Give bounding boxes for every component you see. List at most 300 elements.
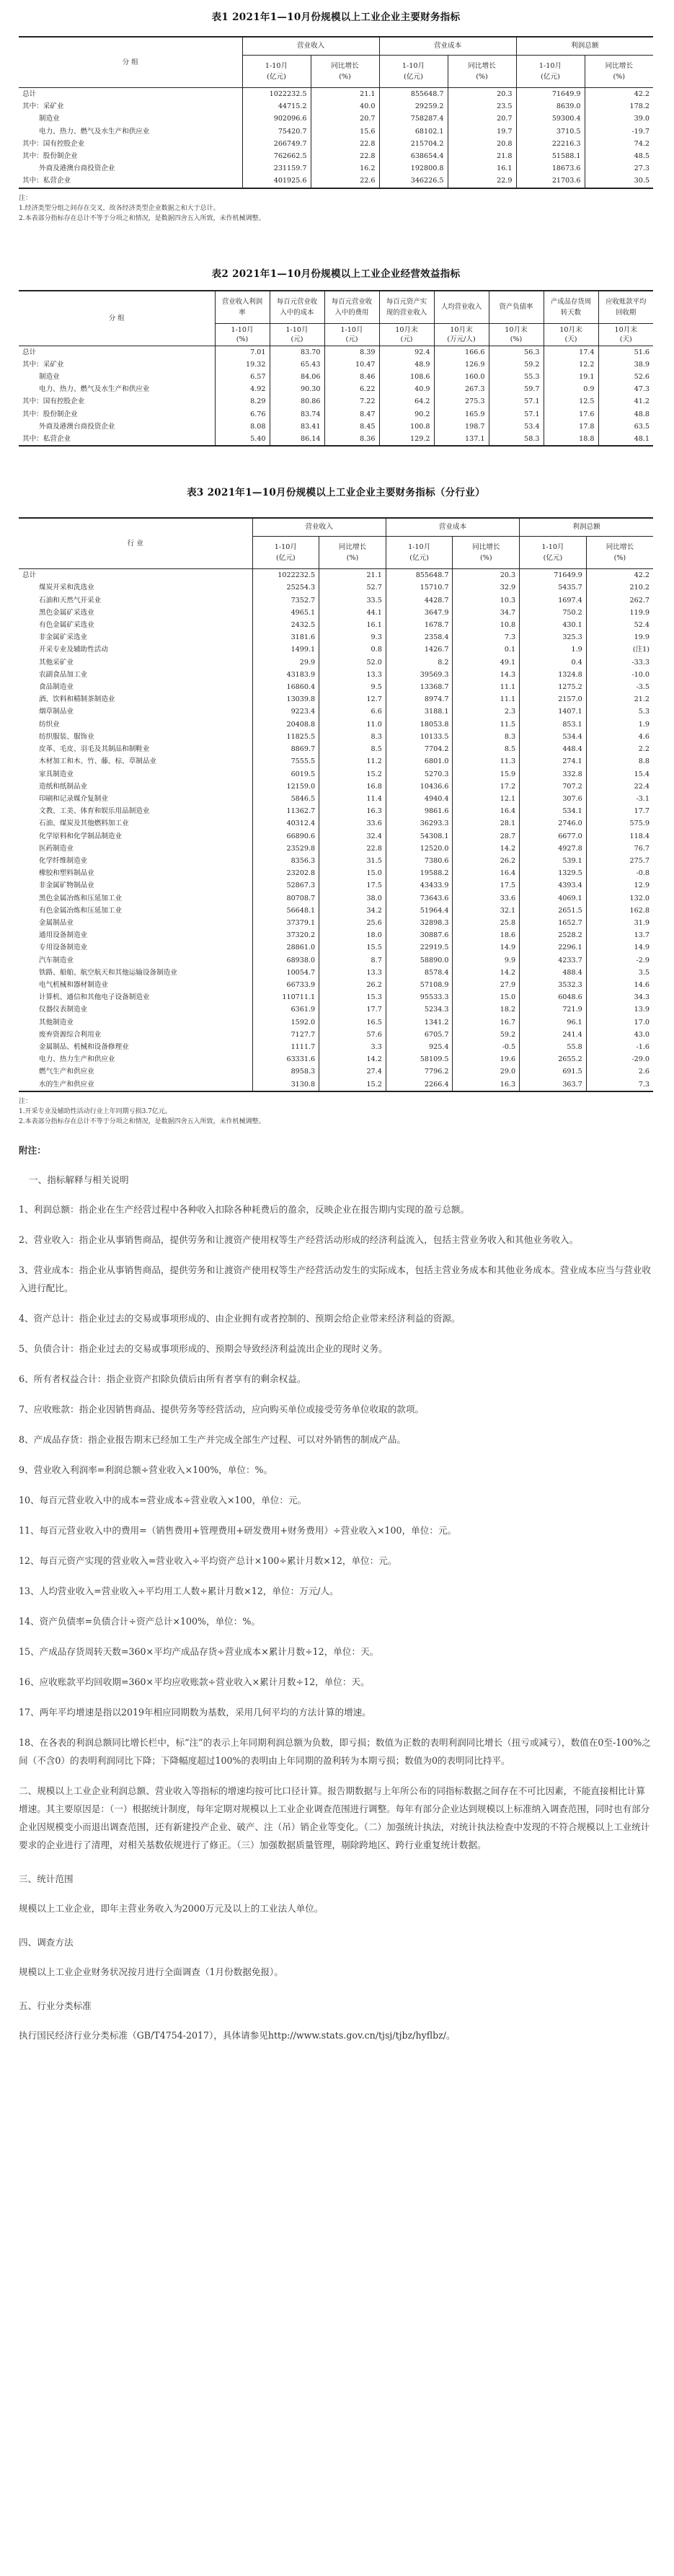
table3-cell: 13.9 xyxy=(586,1003,653,1016)
table2-unit-header: 1-10月 (元) xyxy=(270,323,324,346)
table3-cell: 32.4 xyxy=(319,830,386,843)
table3-row xyxy=(19,817,653,830)
table1-cell: 42.2 xyxy=(585,88,653,101)
table2-cell: 12.5 xyxy=(544,395,598,408)
table2-cell: 6.57 xyxy=(215,371,270,383)
table3-cell: 448.4 xyxy=(520,743,587,755)
table3-cell: 39569.3 xyxy=(386,669,453,681)
table3-row-label: 黑色金属冶炼和压延加工业 xyxy=(39,894,123,902)
table3-cell: 10436.6 xyxy=(386,781,453,793)
table1-cell: 51588.1 xyxy=(516,150,585,162)
table3-cell: 33.5 xyxy=(319,594,386,607)
table3-row-label: 电气机械和器材制造业 xyxy=(39,980,108,989)
table2-cell: 4.92 xyxy=(215,383,270,395)
appendix-paragraph: 12、每百元资产实现的营业收入=营业收入÷平均资产总计×100÷累计月数×12，单位：元。 xyxy=(19,1555,397,1566)
table3-cell: 2.2 xyxy=(586,743,653,755)
table2-cell: 18.8 xyxy=(544,433,598,446)
table3-cell: 17.7 xyxy=(586,805,653,817)
table3-cell: 9861.6 xyxy=(386,805,453,817)
table3-cell: 4.6 xyxy=(586,731,653,743)
table3-cell: 9.5 xyxy=(319,681,386,693)
table2-row-label: 其中：股份制企业 xyxy=(22,410,78,418)
table3-cell: 16.8 xyxy=(319,781,386,793)
table1-cell: 1022232.5 xyxy=(242,88,311,101)
table3-cell: 17.0 xyxy=(586,1016,653,1029)
table3-cell: 44.1 xyxy=(319,607,386,619)
table3-cell: 11.1 xyxy=(453,693,520,705)
table1-cell: 40.0 xyxy=(311,100,379,113)
table3-row-label: 有色金属矿采选业 xyxy=(39,621,94,630)
table3-row-label: 酒、饮料和精制茶制造业 xyxy=(39,695,115,704)
table1-cell: 44715.2 xyxy=(242,100,311,113)
table1-cell: 20.7 xyxy=(311,113,379,125)
table3-cell: 1678.7 xyxy=(386,619,453,631)
table1-row xyxy=(19,113,653,125)
table3-cell: 5846.5 xyxy=(252,793,319,805)
table3-cell: 118.4 xyxy=(586,830,653,843)
table3-cell: 8869.7 xyxy=(252,743,319,755)
table3-cell: 5270.3 xyxy=(386,768,453,781)
table3-cell: 925.4 xyxy=(386,1041,453,1053)
table3-row xyxy=(19,581,653,594)
table2-cell: 165.9 xyxy=(434,408,489,421)
table1-cell: 20.8 xyxy=(448,138,516,150)
table3-cell: 430.1 xyxy=(520,619,587,631)
table3-row xyxy=(19,643,653,656)
table3-cell: 8.7 xyxy=(319,954,386,967)
table2-cell: 160.0 xyxy=(434,371,489,383)
table3-cell: 3.3 xyxy=(319,1041,386,1053)
table2-cell: 17.8 xyxy=(544,421,598,433)
table3-cell: 110711.1 xyxy=(252,991,319,1003)
table3-cell: 11.3 xyxy=(453,755,520,768)
table3-cell: 30887.6 xyxy=(386,929,453,941)
table3-row-label: 纺织服装、服饰业 xyxy=(39,732,94,741)
table3-cell: 52867.3 xyxy=(252,879,319,892)
table3-cell: 10.8 xyxy=(453,619,520,631)
table3-cell: 14.2 xyxy=(453,967,520,979)
table3-cell: 8578.4 xyxy=(386,967,453,979)
table2-cell: 8.39 xyxy=(324,346,379,359)
table2-cell: 80.86 xyxy=(270,395,324,408)
table3-row-label: 印刷和记录媒介复制业 xyxy=(39,794,108,803)
table3-cell: 19.6 xyxy=(453,1053,520,1065)
table1-cell: 20.3 xyxy=(448,88,516,101)
table2-cell: 19.32 xyxy=(215,359,270,371)
table2-cell: 17.4 xyxy=(544,346,598,359)
table3-cell: 721.9 xyxy=(520,1003,587,1016)
table3-cell: 8.8 xyxy=(586,755,653,768)
table2-unit-header: 10月末 (元) xyxy=(379,323,434,346)
table1-subheader: 1-10月 (亿元) xyxy=(379,56,448,88)
table3-cell: 9.3 xyxy=(319,631,386,643)
table1-cell: 902096.6 xyxy=(242,113,311,125)
table2-cell: 63.5 xyxy=(598,421,653,433)
table3-row-label: 废弃资源综合利用业 xyxy=(39,1030,102,1039)
table2-cell: 57.1 xyxy=(489,395,544,408)
appendix-paragraph: 规模以上工业企业财务状况按月进行全面调查（1月份数据免报）。 xyxy=(19,1966,283,1977)
appendix-paragraph: 二、规模以上工业企业利润总额、营业收入等指标的增速均按可比口径计算。报告期数据与上年所公布的同指标数据之间存在不可比因素，不能直接相比计算增速。其主要原因是：（一）根据统计制度，每年定期对规模以上工业企业调查范围进行调整。每年有部分企业达到规模以上标准纳入调查范围，同时也有部分企业因规模变小而退出调查范围，还有新建投产企业、破产、注（吊）销企业等变化。（二）加强统计执法，对统计执法检查中发现的不符合规模以上工业统计要求的企业进行了清理，对相关基数依规进行了修正。（三）加强数据质量管理，剔除跨地区、跨行业重复统计数据。 xyxy=(19,1785,650,1850)
table3-cell: 22.4 xyxy=(586,781,653,793)
table2-cell: 57.1 xyxy=(489,408,544,421)
table3-cell: 36293.3 xyxy=(386,817,453,830)
table3-cell: 43433.9 xyxy=(386,879,453,892)
table3-cell: 11825.5 xyxy=(252,731,319,743)
appendix-paragraph: 17、两年平均增速是指以2019年相应同期数为基数，采用几何平均的方法计算的增速。 xyxy=(19,1706,371,1718)
table3-cell: 17.7 xyxy=(319,1003,386,1016)
table2-cell: 8.46 xyxy=(324,371,379,383)
appendix-paragraph: 2、营业收入：指企业从事销售商品，提供劳务和让渡资产使用权等生产经营活动形成的经济利益流入，包括主营业务收入和其他业务收入。 xyxy=(19,1234,579,1245)
table3-row-label: 农副食品加工业 xyxy=(39,670,88,679)
table3-cell: 17.5 xyxy=(453,879,520,892)
table3-cell: 80708.7 xyxy=(252,892,319,905)
table2-cell: 47.3 xyxy=(598,383,653,395)
table3-cell: 13.3 xyxy=(319,669,386,681)
table3-cell: 2.6 xyxy=(586,1065,653,1078)
table3-cell: 27.9 xyxy=(453,979,520,991)
table1-cell: 192800.8 xyxy=(379,162,448,175)
table3-cell: 16.7 xyxy=(453,1016,520,1029)
table3-cell: 20.3 xyxy=(453,569,520,582)
table1-cell: 401925.6 xyxy=(242,175,311,188)
table2-row xyxy=(19,433,653,446)
table2-row-label: 其中：采矿业 xyxy=(22,360,64,369)
table2-cell: 166.6 xyxy=(434,346,489,359)
table1-notes xyxy=(19,193,653,224)
table1-cell: 29259.2 xyxy=(379,100,448,113)
table3-cell: 0.4 xyxy=(520,656,587,669)
table3-cell: 5435.7 xyxy=(520,581,587,594)
table3-cell: 32.9 xyxy=(453,581,520,594)
table3-row-label: 黑色金属矿采选业 xyxy=(39,608,94,617)
table3-cell: 691.5 xyxy=(520,1065,587,1078)
table3-cell: 8958.3 xyxy=(252,1065,319,1078)
table3-subheader: 1-10月 (亿元) xyxy=(520,537,587,569)
table3-row xyxy=(19,1041,653,1053)
table3-cell: 11362.7 xyxy=(252,805,319,817)
table3-row xyxy=(19,892,653,905)
table1-cell: 27.3 xyxy=(585,162,653,175)
table3-cell: 25254.3 xyxy=(252,581,319,594)
table3-cell: 8.5 xyxy=(319,743,386,755)
table3-cell: 262.7 xyxy=(586,594,653,607)
table3-row-label: 家具制造业 xyxy=(39,770,74,778)
appendix-paragraph: 3、营业成本：指企业从事销售商品，提供劳务和让渡资产使用权等生产经营活动发生的实际成本，包括主营业务成本和其他业务成本。营业成本应当与营业收入进行配比。 xyxy=(19,1264,651,1293)
table1-cell: 18673.6 xyxy=(516,162,585,175)
table1-row-label: 其中：国有控股企业 xyxy=(22,139,85,148)
table2-row-label: 总计 xyxy=(22,348,37,356)
table3-row-label: 专用设备制造业 xyxy=(39,944,88,952)
table3-cell: -0.8 xyxy=(586,867,653,879)
table3-cell: 488.4 xyxy=(520,967,587,979)
table3-cell: 6361.9 xyxy=(252,1003,319,1016)
table3-cell: 71649.9 xyxy=(520,569,587,582)
table3-row-label: 仪器仪表制造业 xyxy=(39,1006,88,1014)
table3-cell: 1499.1 xyxy=(252,643,319,656)
table3-row xyxy=(19,631,653,643)
table1-header-group: 分 组 xyxy=(19,37,242,88)
table3-row-label: 通用设备制造业 xyxy=(39,931,88,940)
table3-cell: 15.0 xyxy=(319,867,386,879)
table3-row xyxy=(19,718,653,731)
table3-row xyxy=(19,768,653,781)
table3-cell: 42.2 xyxy=(586,569,653,582)
table3-row-label: 石油和天然气开采业 xyxy=(39,596,102,605)
table3-cell: 37379.1 xyxy=(252,917,319,929)
table2-cell: 53.4 xyxy=(489,421,544,433)
table3-row xyxy=(19,855,653,867)
table2-header: 资产负债率 xyxy=(489,291,544,324)
table3-cell: 1329.5 xyxy=(520,867,587,879)
table3-row-label: 非金属矿采选业 xyxy=(39,633,88,642)
table3-cell: 1652.7 xyxy=(520,917,587,929)
table3-cell: 2655.2 xyxy=(520,1053,587,1065)
table3-cell: 19588.2 xyxy=(386,867,453,879)
table2-unit-header: 10月末 (天) xyxy=(598,323,653,346)
table3-cell: 73643.6 xyxy=(386,892,453,905)
table3-cell: 10133.5 xyxy=(386,731,453,743)
table1 xyxy=(19,36,653,189)
table3-group-header: 利润总额 xyxy=(520,518,653,537)
table2-header: 营业收入利润率 xyxy=(215,291,270,324)
table3-cell: 43.0 xyxy=(586,1029,653,1041)
table3-cell: 275.7 xyxy=(586,855,653,867)
table2 xyxy=(19,290,653,447)
table1-row-label: 电力、热力、燃气及水生产和供应业 xyxy=(39,127,150,136)
table1-note: 注： xyxy=(19,194,32,202)
table1-row xyxy=(19,175,653,188)
table3-cell: 16.4 xyxy=(453,867,520,879)
table2-row xyxy=(19,371,653,383)
table3-cell: 13.7 xyxy=(586,929,653,941)
table3-cell: 31.5 xyxy=(319,855,386,867)
table1-cell: 21703.6 xyxy=(516,175,585,188)
table1-row xyxy=(19,100,653,113)
table3-cell: 9223.4 xyxy=(252,705,319,718)
table3-row xyxy=(19,1029,653,1041)
table2-cell: 0.9 xyxy=(544,383,598,395)
table2-cell: 8.29 xyxy=(215,395,270,408)
table1-cell: 21.8 xyxy=(448,150,516,162)
table3-cell: 4428.7 xyxy=(386,594,453,607)
table3-subheader: 同比增长 (%) xyxy=(586,537,653,569)
table3-cell: 11.5 xyxy=(453,718,520,731)
table3-cell: 4927.8 xyxy=(520,843,587,855)
table3-cell: 15.2 xyxy=(319,768,386,781)
appendix-paragraph: 1、利润总额：指企业在生产经营过程中各种收入扣除各种耗费后的盈余，反映企业在报告期内实现的盈亏总额。 xyxy=(19,1203,470,1215)
table3-note: 2.本表部分指标存在总计不等于分项之和情况，是数据四舍五入所致，未作机械调整。 xyxy=(19,1117,265,1125)
table3-cell: 5.3 xyxy=(586,705,653,718)
table3-row xyxy=(19,867,653,879)
table2-row-label: 其中：私营企业 xyxy=(19,433,215,446)
table3-cell: 325.3 xyxy=(520,631,587,643)
table3-cell: 11.0 xyxy=(319,718,386,731)
table3-cell: 26.2 xyxy=(319,979,386,991)
appendix-section-title: 五、行业分类标准 xyxy=(19,2000,92,2011)
table3-cell: 7555.5 xyxy=(252,755,319,768)
table1-cell: -19.7 xyxy=(585,126,653,138)
table3-cell: 52.0 xyxy=(319,656,386,669)
table3-row-label: 文教、工美、体育和娱乐用品制造业 xyxy=(39,807,150,816)
table2-header-group: 分 组 xyxy=(19,291,215,346)
table3-row xyxy=(19,941,653,954)
table3-row xyxy=(19,830,653,843)
table3-cell: 7.3 xyxy=(453,631,520,643)
table2-cell: 58.3 xyxy=(489,433,544,446)
table3-cell: 5234.3 xyxy=(386,1003,453,1016)
table3-cell: 162.8 xyxy=(586,905,653,917)
table3-cell: 66890.6 xyxy=(252,830,319,843)
table3-cell: 32.1 xyxy=(453,905,520,917)
table3-cell: 11.2 xyxy=(319,755,386,768)
table3-cell: 43183.9 xyxy=(252,669,319,681)
table1-cell: 855648.7 xyxy=(379,88,448,101)
table3-row-label: 电力、热力生产和供应业 xyxy=(39,1055,115,1064)
table2-cell: 92.4 xyxy=(379,346,434,359)
table3-row-label: 橡胶和塑料制品业 xyxy=(39,869,94,878)
table3-cell: 3181.6 xyxy=(252,631,319,643)
table3-cell: 2651.5 xyxy=(520,905,587,917)
table3-cell: 6048.6 xyxy=(520,991,587,1003)
table1-cell: 39.0 xyxy=(585,113,653,125)
table3-cell: 23529.8 xyxy=(252,843,319,855)
table3-cell: 16.4 xyxy=(453,805,520,817)
table3-cell: 9.9 xyxy=(453,954,520,967)
table3-cell: 4940.4 xyxy=(386,793,453,805)
table3-cell: 8.2 xyxy=(386,656,453,669)
table1-cell: 75420.7 xyxy=(242,126,311,138)
table3-cell: 13.3 xyxy=(319,967,386,979)
table3-cell: 534.4 xyxy=(520,731,587,743)
table3-row-label: 总计 xyxy=(22,571,37,580)
table2-cell: 83.74 xyxy=(270,408,324,421)
table3-cell: 19.9 xyxy=(586,631,653,643)
table1-cell: 22.6 xyxy=(311,175,379,188)
table3-row-label: 有色金属冶炼和压延加工业 xyxy=(39,906,123,915)
table2-cell: 126.9 xyxy=(434,359,489,371)
table2-cell: 55.3 xyxy=(489,371,544,383)
table3-cell: 15.9 xyxy=(453,768,520,781)
table3-row-label: 水的生产和供应业 xyxy=(19,1078,252,1091)
table2-cell: 90.2 xyxy=(379,408,434,421)
table3-cell: 4233.7 xyxy=(520,954,587,967)
table2-row-label: 其中：国有控股企业 xyxy=(22,397,85,406)
table2-row xyxy=(19,346,653,359)
table1-cell: 266749.7 xyxy=(242,138,311,150)
table1-cell: 19.7 xyxy=(448,126,516,138)
table3-cell: 56648.1 xyxy=(252,905,319,917)
table3-cell: 34.3 xyxy=(586,991,653,1003)
table1-subheader: 同比增长 (%) xyxy=(448,56,516,88)
table2-row-label: 电力、热力、燃气及水生产和供应业 xyxy=(39,385,150,394)
table3-cell: 55.8 xyxy=(520,1041,587,1053)
table2-cell: 8.36 xyxy=(324,433,379,446)
table2-row-label: 制造业 xyxy=(39,373,60,382)
table3-group-header: 营业成本 xyxy=(386,518,519,537)
table3-row xyxy=(19,967,653,979)
table3-cell: 3532.3 xyxy=(520,979,587,991)
table3-cell: 14.2 xyxy=(319,1053,386,1065)
table3-cell: 52.4 xyxy=(586,619,653,631)
table3-cell: 22919.5 xyxy=(386,941,453,954)
table3-title: 表3 2021年1—10月份规模以上工业企业主要财务指标（分行业） xyxy=(187,487,485,499)
table3-cell: 25.6 xyxy=(319,917,386,929)
table3-cell: 49.1 xyxy=(453,656,520,669)
table2-cell: 65.43 xyxy=(270,359,324,371)
appendix-title: 附注： xyxy=(19,1144,46,1156)
table2-cell: 38.9 xyxy=(598,359,653,371)
table3-cell: 34.7 xyxy=(453,607,520,619)
table1-cell: 8639.0 xyxy=(516,100,585,113)
table3-row-label: 其他采矿业 xyxy=(39,658,74,667)
table2-row xyxy=(19,359,653,371)
table3-cell: 29.0 xyxy=(453,1065,520,1078)
table1-cell: 21.1 xyxy=(311,88,379,101)
table3-cell: 12.7 xyxy=(319,693,386,705)
table2-cell: 6.22 xyxy=(324,383,379,395)
table3-cell: 7380.6 xyxy=(386,855,453,867)
table3-cell: 31.9 xyxy=(586,917,653,929)
table3-note: 注： xyxy=(19,1097,32,1105)
table3-cell: 17.5 xyxy=(319,879,386,892)
table3-cell: 17.2 xyxy=(453,781,520,793)
table3-row xyxy=(19,656,653,669)
table2-row xyxy=(19,408,653,421)
appendix-paragraph: 10、每百元营业收入中的成本=营业成本÷营业收入×100，单位：元。 xyxy=(19,1494,307,1505)
table2-cell: 6.76 xyxy=(215,408,270,421)
table3-row xyxy=(19,569,653,582)
table1-group-header: 营业收入 xyxy=(242,37,379,56)
table3-cell: 6019.5 xyxy=(252,768,319,781)
table3-cell: 16.1 xyxy=(319,619,386,631)
table3-cell: 14.9 xyxy=(453,941,520,954)
table3-cell: 13368.7 xyxy=(386,681,453,693)
table3-row xyxy=(19,929,653,941)
table2-cell: 108.6 xyxy=(379,371,434,383)
table3-cell: 11.4 xyxy=(319,793,386,805)
table3-note: 1.开采专业及辅助性活动行业上年同期亏损3.7亿元。 xyxy=(19,1107,172,1115)
table3-cell: 241.4 xyxy=(520,1029,587,1041)
table1-cell: 215704.2 xyxy=(379,138,448,150)
table3-cell: 4965.1 xyxy=(252,607,319,619)
table2-cell: 19.1 xyxy=(544,371,598,383)
table3-row-label: 非金属矿物制品业 xyxy=(39,882,94,890)
table1-note: 1.经济类型分组之间存在交叉，故各经济类型企业数据之和大于总计。 xyxy=(19,204,220,212)
table2-cell: 8.08 xyxy=(215,421,270,433)
table3-subheader: 1-10月 (亿元) xyxy=(386,537,453,569)
table3-subheader: 同比增长 (%) xyxy=(453,537,520,569)
table2-cell: 267.3 xyxy=(434,383,489,395)
table3-row xyxy=(19,743,653,755)
report-page xyxy=(19,0,653,2044)
table1-group-header: 营业成本 xyxy=(379,37,516,56)
appendix-paragraph: 14、资产负债率=负债合计÷资产总计×100%，单位：%。 xyxy=(19,1615,260,1627)
table1-row xyxy=(19,162,653,175)
table3-cell: -10.0 xyxy=(586,669,653,681)
table1-cell: 71649.9 xyxy=(516,88,585,101)
table2-row xyxy=(19,395,653,408)
table2-cell: 100.8 xyxy=(379,421,434,433)
table3-cell: 68938.0 xyxy=(252,954,319,967)
appendix-paragraph: 11、每百元营业收入中的费用=（销售费用+管理费用+研发费用+财务费用）÷营业收入×100，单位：元。 xyxy=(19,1524,457,1536)
table3-cell: 14.9 xyxy=(586,941,653,954)
table1-cell: 59300.4 xyxy=(516,113,585,125)
table3-cell: 32898.3 xyxy=(386,917,453,929)
table1-row xyxy=(19,138,653,150)
table3-row xyxy=(19,1078,653,1091)
table3-row xyxy=(19,1016,653,1029)
table2-cell: 51.6 xyxy=(598,346,653,359)
